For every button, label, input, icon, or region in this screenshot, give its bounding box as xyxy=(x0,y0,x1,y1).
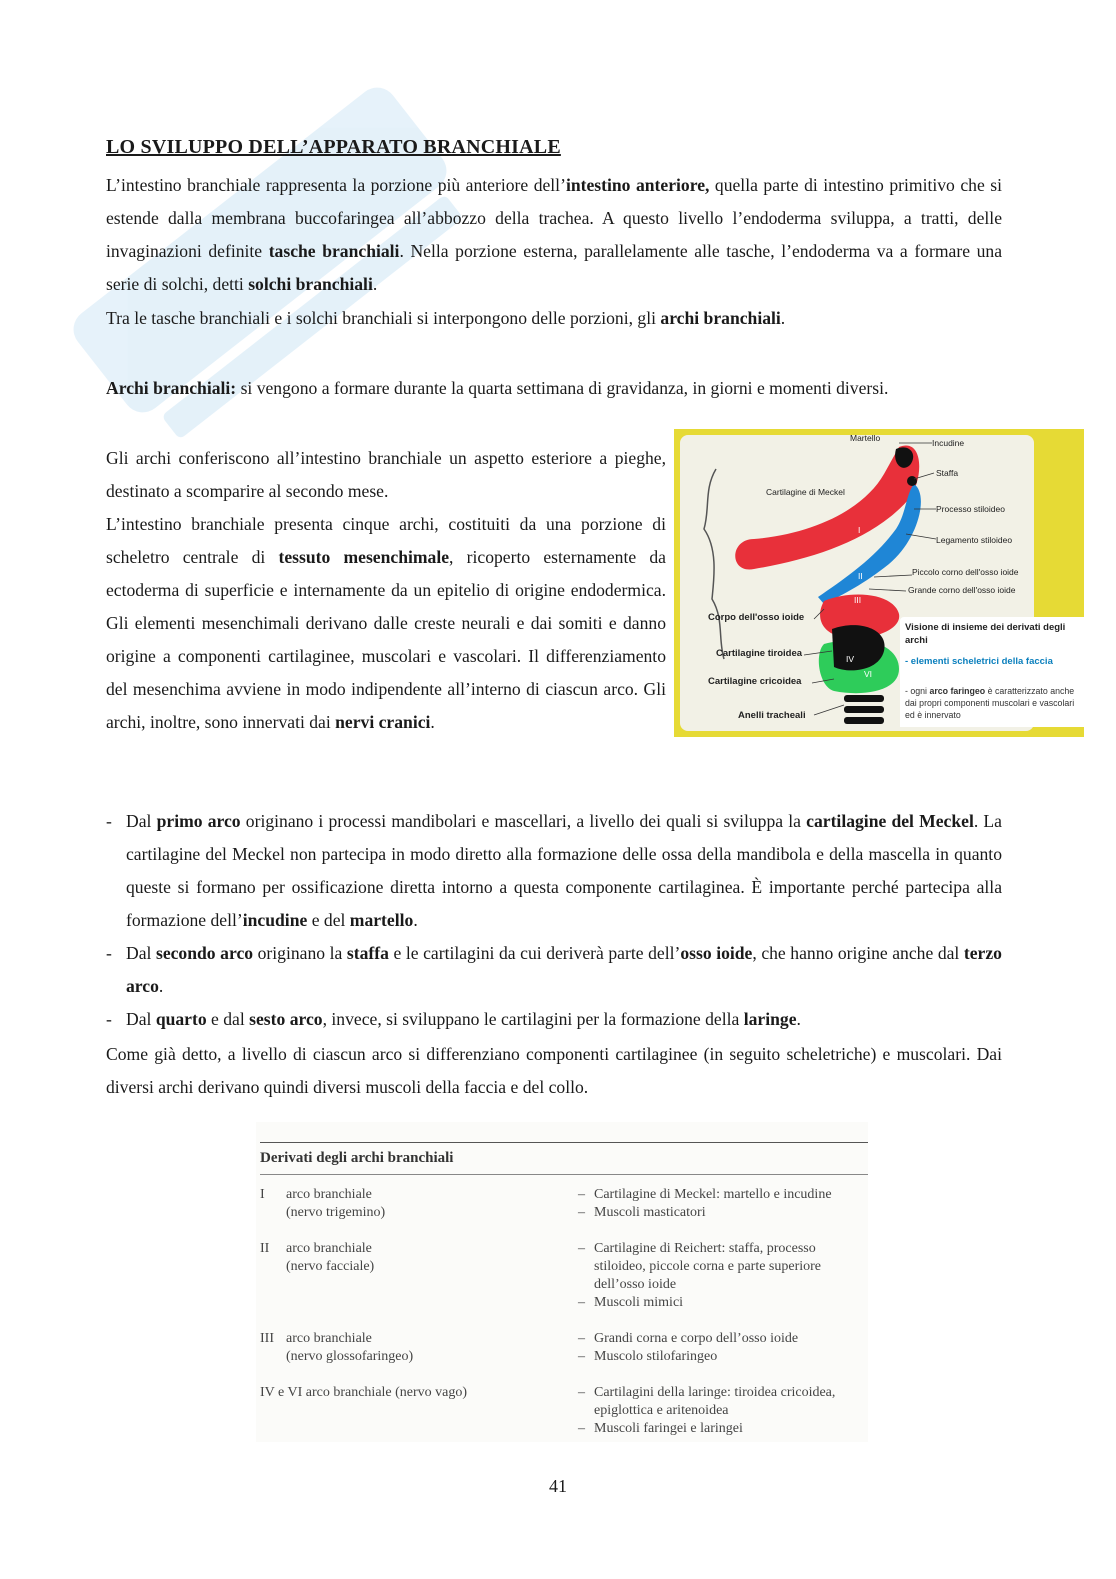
final-paragraph: Come già detto, a livello di ciascun arco si differenziano componenti cartilaginee (in seguito scheletriche) e muscolari. Dai diversi archi derivano quindi diversi muscoli della faccia e del collo. xyxy=(106,1044,1002,1097)
label-stiloideo: Processo stiloideo xyxy=(936,504,1005,514)
roman-vi: VI xyxy=(864,669,873,679)
arches-list xyxy=(106,805,1002,1036)
label-meckel: Cartilagine di Meckel xyxy=(766,487,845,497)
column-paragraph-2: L’intestino branchiale presenta cinque archi, costituiti da una porzione di scheletro centrale di tessuto mesenchimale, ricoperto esternamente da ectoderma di superficie e internamente da un epitelio di origine endodermica. Gli elementi mesenchimali derivano dalle creste neurali e dai somiti e danno origine a componenti cartilaginee, muscolari e vascolari. Il differenziamento del mesenchima avviene in modo indipendente all’interno di ciascun arco. Gli archi, inoltre, sono innervati dai nervi cranici. xyxy=(106,514,666,732)
label-martello: Martello xyxy=(850,433,881,443)
table-title: Derivati degli archi branchiali xyxy=(260,1150,454,1166)
label-tiroidea: Cartilagine tiroidea xyxy=(716,648,803,659)
tracheal-ring xyxy=(844,717,884,724)
tracheal-ring xyxy=(844,695,884,702)
roman-i: I xyxy=(858,525,861,535)
list-item-first-arch: - Dal primo arco originano i processi mandibolari e mascellari, a livello dei quali si sviluppa la cartilagine del Meckel. La cartilagine del Meckel non partecipa in modo diretto alla formazione delle ossa della mandibola e della mascella in quanto queste si formano per ossificazione diretta intorno a questa componente cartilaginea. È importante perché partecipa alla formazione dell’incudine e del martello. xyxy=(106,811,1002,930)
left-column-text xyxy=(106,442,666,739)
list-item-fourth-sixth-arch: - Dal quarto e dal sesto arco, invece, si sviluppano le cartilagini per la formazione della laringe. xyxy=(106,1009,801,1029)
roman-ii: II xyxy=(858,571,863,581)
callout-subtitle: - elementi scheletrici della faccia xyxy=(905,656,1053,667)
table-rule-top xyxy=(260,1142,868,1143)
callout-note: - ogni arco faringeo è caratterizzato anche dai propri componenti muscolari e vascolari ed è innervato xyxy=(905,686,1075,720)
column-paragraph-1: Gli archi conferiscono all’intestino branchiale un aspetto esteriore a pieghe, destinato a scomparire al secondo mese. xyxy=(106,448,666,501)
between-paragraph: Tra le tasche branchiali e i solchi branchiali si interpongono delle porzioni, gli archi branchiali. xyxy=(106,308,786,328)
label-anelli: Anelli tracheali xyxy=(738,710,806,721)
derivatives-table: Derivati degli archi branchiali I arco branchiale (nervo trigemino) – Cartilagine di Meckel: martello e incudine – Muscoli masticatori II arco branchiale (nervo facciale) – Cartilagine di Reichert: staffa, processo stiloideo, piccole corna e parte superiore dell’osso ioide – Muscoli mimici III arco branchiale (nervo glossofaringeo) – Grandi corna e corpo dell’osso ioide – Muscolo stilofaringeo IV e VI arco branchiale (nervo vago) – Cartilagini della laringe: tiroidea cricoidea, epiglottica e aritenoidea – Muscoli faringei e laringei xyxy=(256,1122,868,1442)
roman-iii: III xyxy=(854,595,862,605)
label-staffa: Staffa xyxy=(936,468,959,478)
label-grande-corno: Grande corno dell'osso ioide xyxy=(908,585,1016,595)
stapes-shape xyxy=(907,476,917,486)
list-item-second-arch: - Dal secondo arco originano la staffa e le cartilagini da cui deriverà parte dell’osso ioide, che hanno origine anche dal terzo arco. xyxy=(106,943,1002,996)
intro-paragraph: L’intestino branchiale rappresenta la porzione più anteriore dell’intestino anteriore, quella parte di intestino primitivo che si estende dalla membrana buccofaringea all’abbozzo della trachea. A questo livello l’endoderma sviluppa, a tratti, delle invaginazioni definite tasche branchiali. Nella porzione esterna, parallelamente alle tasche, l’endoderma va a formare una serie di solchi, detti solchi branchiali. xyxy=(106,175,1003,294)
label-legamento: Legamento stiloideo xyxy=(936,535,1013,545)
page-number: 41 xyxy=(549,1476,567,1496)
label-incudine: Incudine xyxy=(932,438,965,448)
figure-callout xyxy=(900,617,1084,727)
label-cricoidea: Cartilagine cricoidea xyxy=(708,676,802,687)
callout-title: Visione di insieme dei derivati degli archi xyxy=(905,622,1066,646)
table-rule-header xyxy=(260,1174,868,1175)
tracheal-ring xyxy=(844,706,884,713)
archi-paragraph: Archi branchiali: si vengono a formare durante la quarta settimana di gravidanza, in giorni e momenti diversi. xyxy=(106,378,889,398)
label-corpo-ioide: Corpo dell'osso ioide xyxy=(708,612,805,623)
page-title: LO SVILUPPO DELL’APPARATO BRANCHIALE xyxy=(106,136,561,158)
label-piccolo-corno: Piccolo corno dell'osso ioide xyxy=(912,567,1019,577)
roman-iv: IV xyxy=(846,654,855,664)
arch-derivatives-figure xyxy=(674,429,1084,737)
